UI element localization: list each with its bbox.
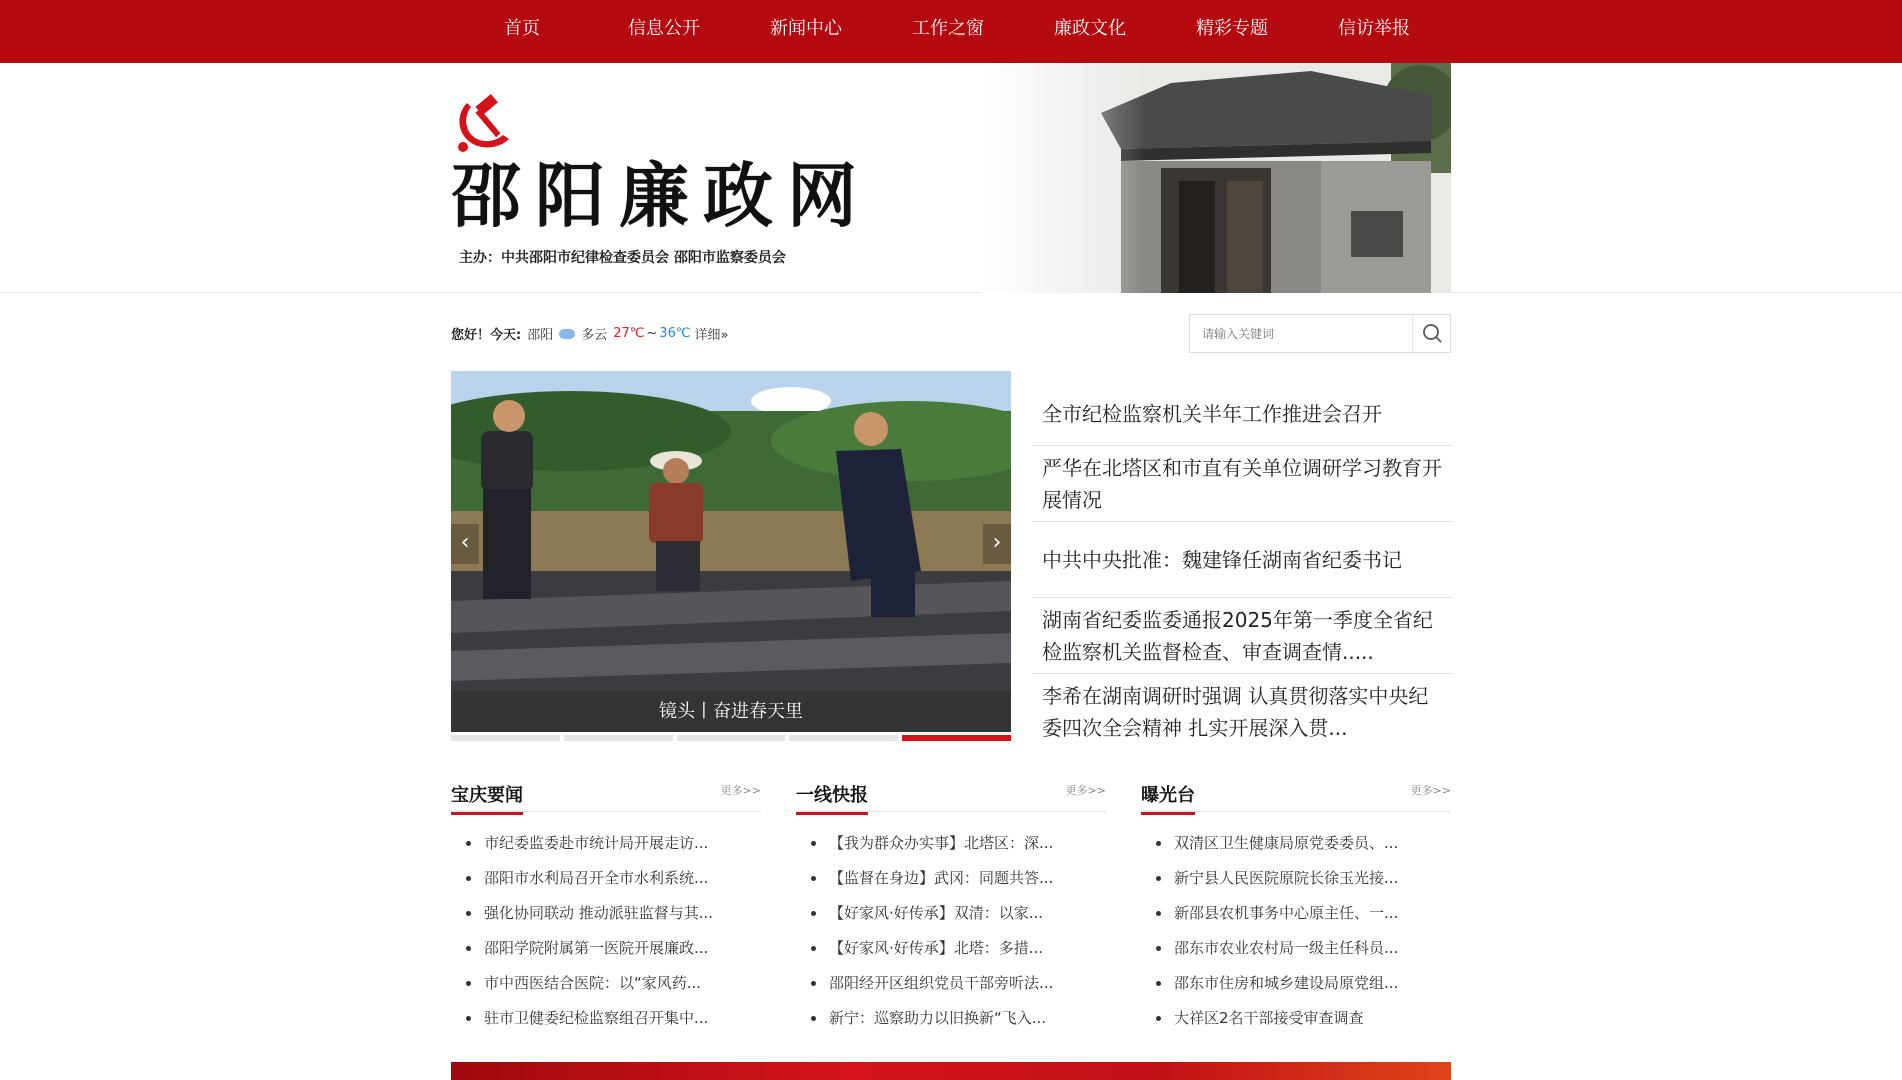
list-item[interactable]: 邵阳学院附属第一医院开展廉政...	[451, 931, 761, 966]
column-exposure-platform	[1141, 776, 1451, 1036]
list-item[interactable]: 双清区卫生健康局原党委委员、...	[1141, 826, 1451, 861]
banner-architecture-image	[981, 63, 1451, 293]
column-frontline-reports	[796, 776, 1106, 1036]
banner-content	[451, 63, 1451, 293]
slider-dot-3[interactable]	[677, 735, 786, 741]
headline-item[interactable]: 李希在湖南调研时强调 认真贯彻落实中央纪委四次全会精神 扎实开展深入贯...	[1042, 684, 1429, 740]
top-navigation	[0, 0, 1902, 63]
list-item[interactable]: 【监督在身边】武冈：同题共答...	[796, 861, 1106, 896]
site-title: 邵阳廉政网	[451, 154, 871, 237]
cloudy-icon	[559, 329, 575, 339]
column-list	[451, 826, 761, 1036]
weather-city: 邵阳	[527, 328, 554, 343]
column-list	[1141, 826, 1451, 1036]
chevron-right-icon: ›	[992, 530, 1002, 555]
site-banner	[0, 63, 1902, 293]
column-header	[451, 776, 761, 812]
list-item[interactable]: 大祥区2名干部接受审查调查	[1141, 1001, 1451, 1036]
list-item[interactable]: 市纪委监委赴市统计局开展走访...	[451, 826, 761, 861]
column-more-link[interactable]: 更多>>	[1065, 784, 1106, 797]
slider-prev-button[interactable]	[451, 524, 479, 564]
slider-indicators	[451, 735, 1011, 741]
nav-item-petition-report[interactable]: 信访举报	[1338, 18, 1410, 39]
search-box	[1189, 314, 1451, 353]
column-title[interactable]: 一线快报	[796, 781, 868, 815]
column-title[interactable]: 宝庆要闻	[451, 781, 523, 815]
list-item[interactable]: 新宁：巡察助力以旧换新“飞入...	[796, 1001, 1106, 1036]
slider-dot-4[interactable]	[789, 735, 898, 741]
nav-item-news-center[interactable]: 新闻中心	[770, 18, 842, 39]
search-input[interactable]	[1202, 323, 1402, 345]
column-baoqing-news	[451, 776, 761, 1036]
list-item[interactable]: 【好家风·好传承】双清：以家...	[796, 896, 1106, 931]
list-item[interactable]: 新邵县农机事务中心原主任、一...	[1141, 896, 1451, 931]
column-list	[796, 826, 1106, 1036]
weather-condition: 多云	[581, 328, 608, 343]
search-button[interactable]	[1412, 315, 1450, 352]
nav-menu	[451, 0, 1445, 63]
chevron-left-icon: ‹	[460, 530, 470, 555]
headline-item[interactable]: 严华在北塔区和市直有关单位调研学习教育开展情况	[1032, 446, 1452, 522]
slide-caption[interactable]: 镜头丨奋进春天里	[451, 691, 1011, 732]
list-item[interactable]: 强化协同联动 推动派驻监督与其...	[451, 896, 761, 931]
column-header	[1141, 776, 1451, 812]
info-bar	[451, 310, 1451, 358]
column-more-link[interactable]: 更多>>	[720, 784, 761, 797]
weather-widget	[451, 324, 728, 343]
promo-banner[interactable]	[451, 1062, 1451, 1080]
weather-detail-link[interactable]: 详细»	[694, 328, 729, 343]
list-item[interactable]: 邵东市农业农村局一级主任科员...	[1141, 931, 1451, 966]
headline-item[interactable]: 中共中央批准：魏建锋任湖南省纪委书记	[1032, 522, 1452, 598]
slider-dot-2[interactable]	[564, 735, 673, 741]
list-item[interactable]: 【我为群众办实事】北塔区：深...	[796, 826, 1106, 861]
party-emblem-icon	[453, 93, 517, 153]
nav-item-work-window[interactable]: 工作之窗	[912, 18, 984, 39]
slide-image[interactable]	[451, 371, 1011, 691]
column-title[interactable]: 曝光台	[1141, 781, 1195, 815]
column-header	[796, 776, 1106, 812]
list-item[interactable]: 【好家风·好传承】北塔：多措...	[796, 931, 1106, 966]
list-item[interactable]: 新宁县人民医院原院长徐玉光接...	[1141, 861, 1451, 896]
image-slider	[451, 371, 1011, 732]
slider-dot-5[interactable]	[902, 735, 1011, 741]
list-item[interactable]: 邵东市住房和城乡建设局原党组...	[1141, 966, 1451, 1001]
nav-item-home[interactable]: 首页	[504, 18, 540, 39]
search-icon	[1413, 315, 1451, 352]
greeting-text: 您好！今天:	[451, 328, 522, 343]
slider-dot-1[interactable]	[451, 735, 560, 741]
list-item[interactable]: 市中西医结合医院：以“家风药...	[451, 966, 761, 1001]
headline-item[interactable]: 全市纪检监察机关半年工作推进会召开	[1032, 382, 1452, 446]
list-item[interactable]: 邵阳市水利局召开全市水利系统...	[451, 861, 761, 896]
weather-temp-separator: ~	[646, 326, 658, 341]
site-sponsor: 主办：中共邵阳市纪律检查委员会 邵阳市监察委员会	[459, 250, 786, 266]
nav-item-info-disclosure[interactable]: 信息公开	[628, 18, 700, 39]
slider-next-button[interactable]	[983, 524, 1011, 564]
weather-high-temp: 27℃	[613, 326, 645, 341]
list-item[interactable]: 邵阳经开区组织党员干部旁听法...	[796, 966, 1106, 1001]
nav-item-special-topics[interactable]: 精彩专题	[1196, 18, 1268, 39]
weather-low-temp: 36℃	[659, 326, 691, 341]
headline-list	[1032, 382, 1452, 750]
column-more-link[interactable]: 更多>>	[1410, 784, 1451, 797]
headline-item[interactable]: 湖南省纪委监委通报2025年第一季度全省纪检监察机关监督检查、审查调查情.....	[1032, 598, 1452, 674]
list-item[interactable]: 驻市卫健委纪检监察组召开集中...	[451, 1001, 761, 1036]
nav-item-integrity-culture[interactable]: 廉政文化	[1054, 18, 1126, 39]
